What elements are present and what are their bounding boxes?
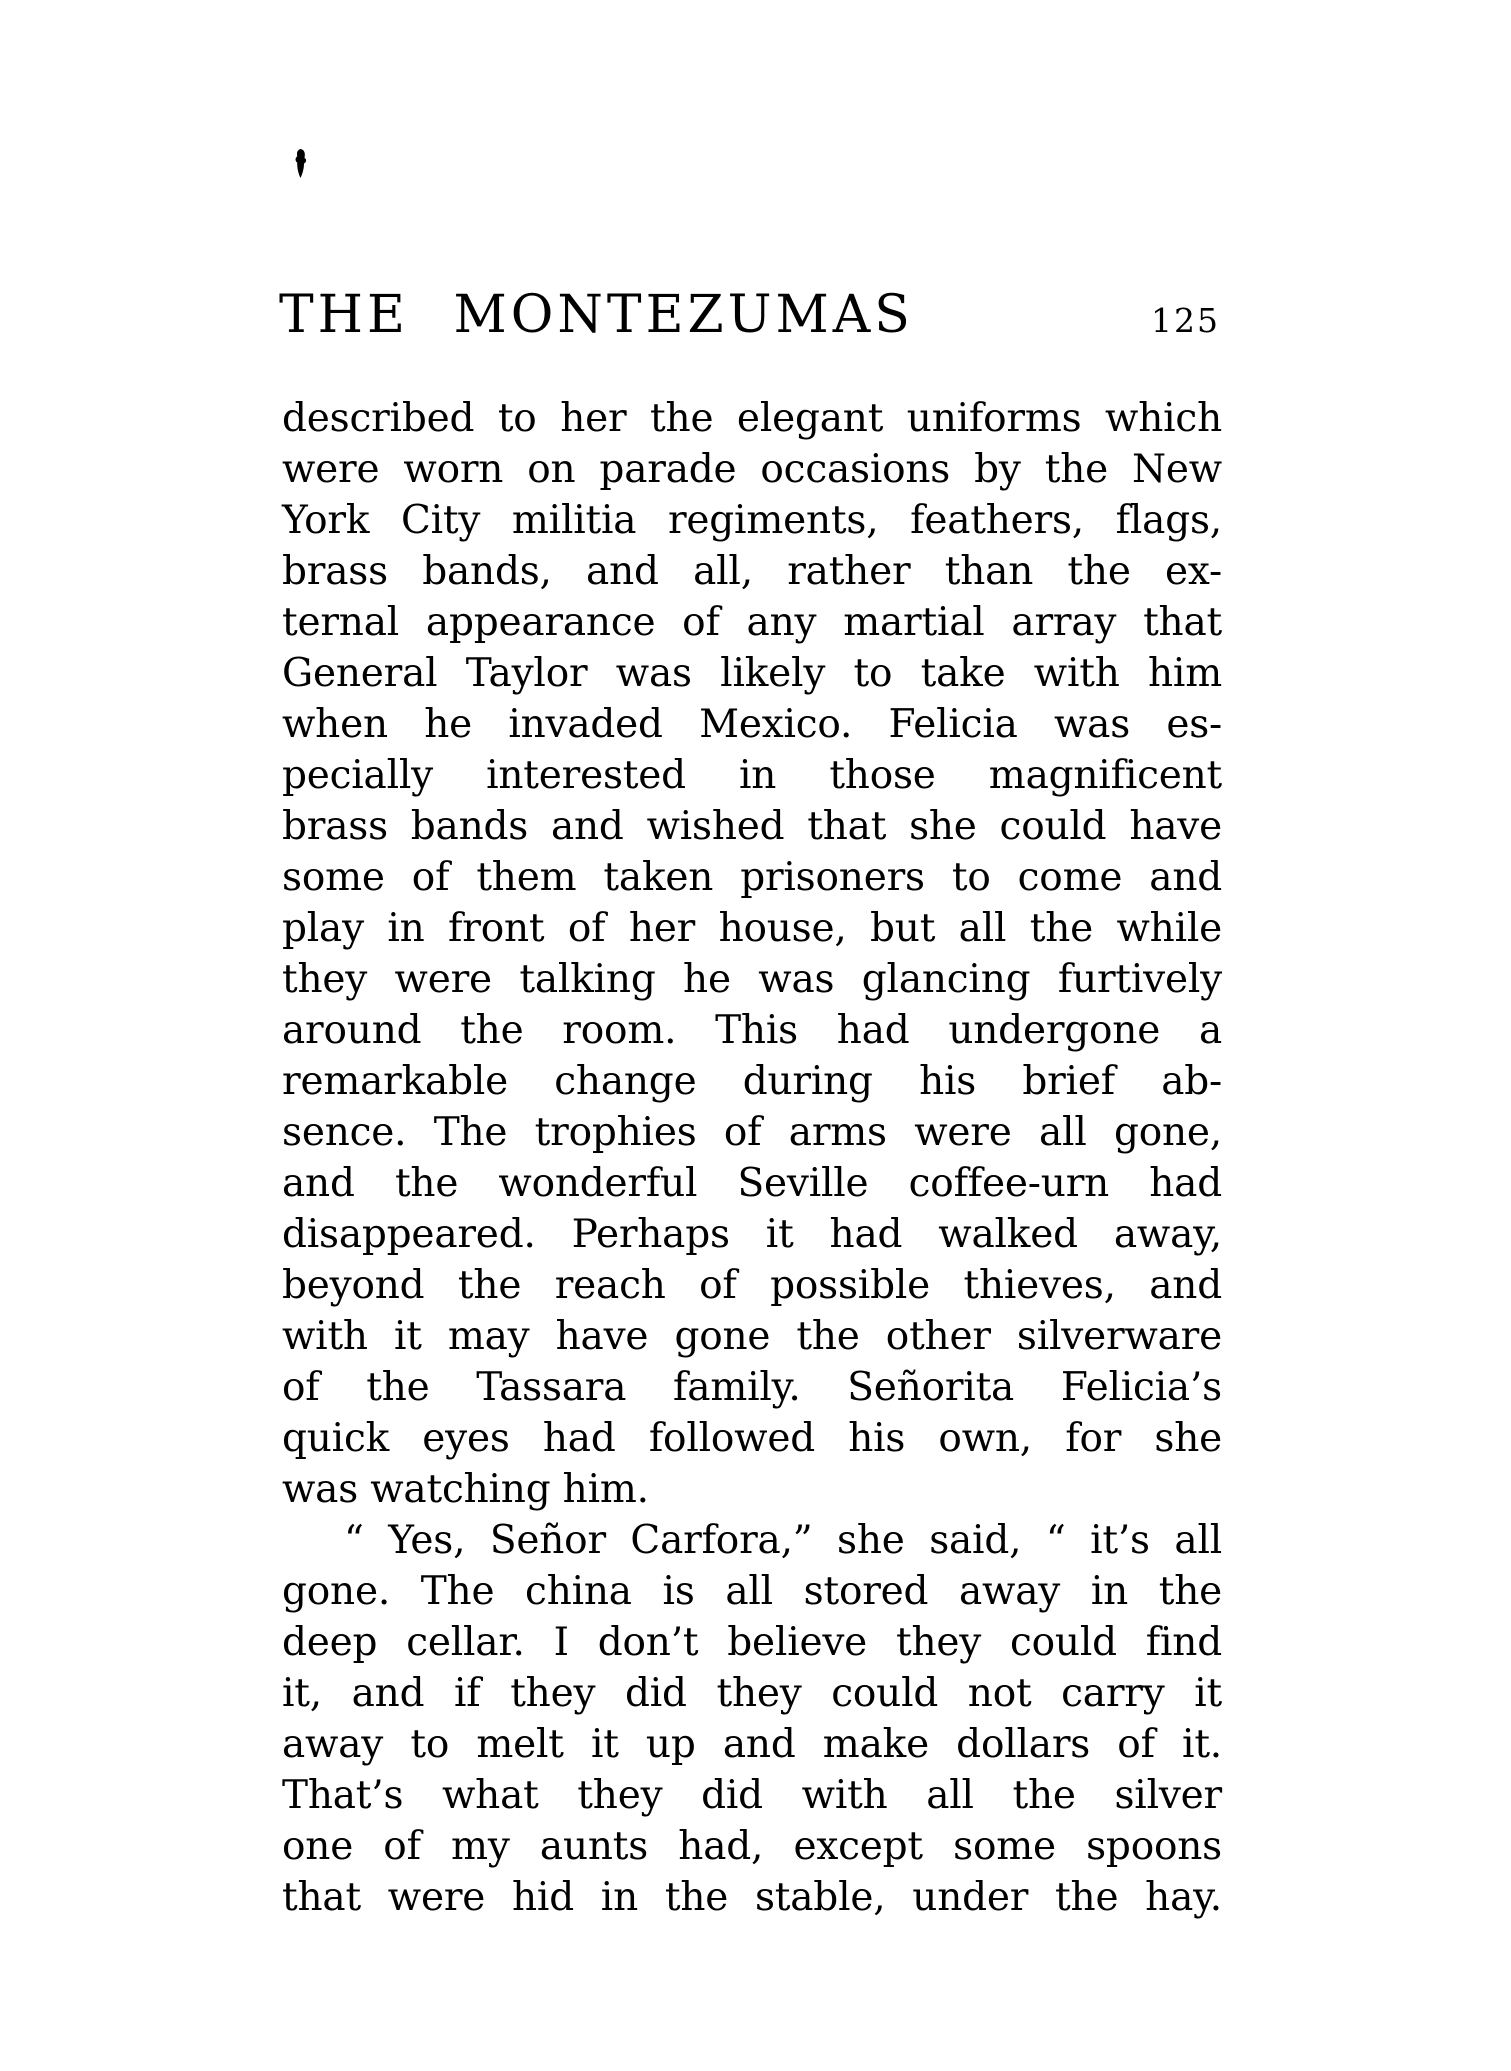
text-line: pecially interested in those magnificent — [282, 753, 1222, 798]
text-line: that were hid in the stable, under the hay. — [282, 1875, 1222, 1920]
text-line: ternal appearance of any martial array that — [282, 600, 1222, 645]
text-line: one of my aunts had, except some spoons — [282, 1824, 1222, 1869]
text-line: remarkable change during his brief ab- — [282, 1059, 1222, 1104]
text-line: quick eyes had followed his own, for she — [282, 1416, 1222, 1461]
text-line: around the room. This had undergone a — [282, 1008, 1222, 1053]
text-line: play in front of her house, but all the while — [282, 906, 1222, 951]
text-line: York City militia regiments, feathers, flags, — [282, 498, 1222, 543]
ink-smudge-icon — [292, 149, 309, 178]
text-line: it, and if they did they could not carry it — [282, 1671, 1222, 1716]
text-line: of the Tassara family. Señorita Felicia’s — [282, 1365, 1222, 1410]
page-header — [279, 285, 1220, 345]
text-line: when he invaded Mexico. Felicia was es- — [282, 702, 1222, 747]
text-line: That’s what they did with all the silver — [282, 1773, 1222, 1818]
text-line: “ Yes, Señor Carfora,” she said, “ it’s all — [344, 1518, 1222, 1563]
page-number: 125 — [1151, 301, 1220, 340]
text-line: away to melt it up and make dollars of it. — [282, 1722, 1222, 1767]
text-line: they were talking he was glancing furtively — [282, 957, 1222, 1002]
text-line: deep cellar. I don’t believe they could find — [282, 1620, 1222, 1665]
running-title: THE MONTEZUMAS — [279, 285, 914, 345]
text-line: General Taylor was likely to take with him — [282, 651, 1222, 696]
text-line: was watching him. — [282, 1467, 649, 1512]
text-line: brass bands, and all, rather than the ex- — [282, 549, 1222, 594]
text-line: described to her the elegant uniforms which — [282, 396, 1222, 441]
text-line: were worn on parade occasions by the New — [282, 447, 1222, 492]
body-text — [282, 393, 1222, 1923]
text-line: disappeared. Perhaps it had walked away, — [282, 1212, 1222, 1257]
text-line: and the wonderful Seville coffee-urn had — [282, 1161, 1222, 1206]
text-line: beyond the reach of possible thieves, and — [282, 1263, 1222, 1308]
text-line: some of them taken prisoners to come and — [282, 855, 1222, 900]
text-line: gone. The china is all stored away in the — [282, 1569, 1222, 1614]
text-line: with it may have gone the other silverware — [282, 1314, 1222, 1359]
text-line: brass bands and wished that she could have — [282, 804, 1222, 849]
text-line: sence. The trophies of arms were all gone, — [282, 1110, 1222, 1155]
